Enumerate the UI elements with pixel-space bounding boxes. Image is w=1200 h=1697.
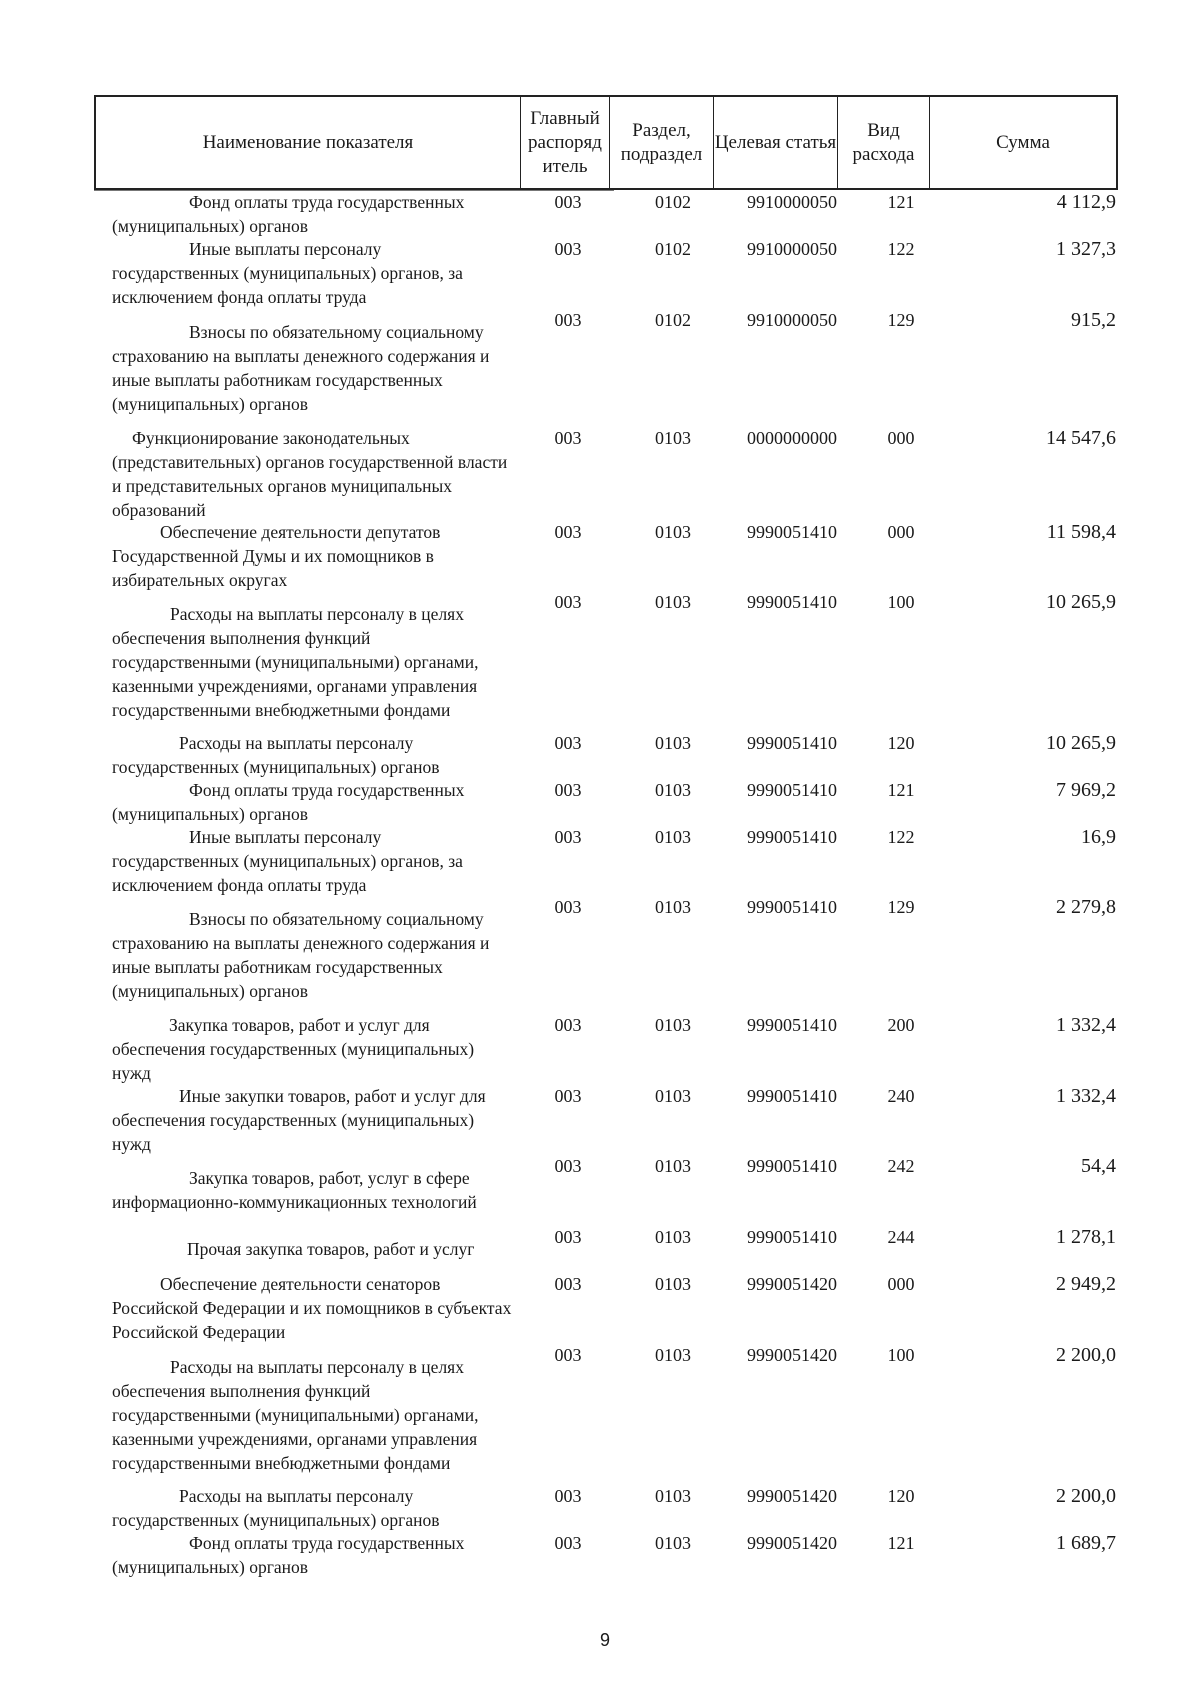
row-gl: 003 — [554, 733, 582, 753]
row-kind: 000 — [887, 522, 915, 542]
row-article: 9910000050 — [747, 310, 837, 330]
row-article: 9990051410 — [747, 1156, 837, 1176]
row-gl: 003 — [554, 1086, 582, 1106]
row-name: Фонд оплаты труда государственных (муниципальных) органов — [112, 780, 465, 824]
header-expense-kind: Вид расхода — [838, 97, 930, 188]
row-gl: 003 — [554, 1274, 582, 1294]
row-name: Закупка товаров, работ и услуг для обеспечения государственных (муниципальных) нужд — [112, 1015, 475, 1083]
row-name: Взносы по обязательному социальному страхованию на выплаты денежного содержания и иные выплаты работникам государственных (муниципальных) органов — [112, 909, 490, 1001]
row-name: Обеспечение деятельности сенаторов Российской Федерации и их помощников в субъектах Российской Федерации — [112, 1274, 512, 1342]
row-name: Закупка товаров, работ, услуг в сфере информационно-коммуникационных технологий — [112, 1168, 477, 1212]
row-gl: 003 — [554, 428, 582, 448]
page-number: 9 — [599, 1630, 610, 1650]
row-kind: 121 — [887, 192, 915, 212]
row-kind: 100 — [887, 592, 915, 612]
table-header — [94, 95, 1118, 190]
row-article: 9990051420 — [747, 1533, 837, 1553]
row-kind: 121 — [887, 1533, 915, 1553]
row-sum: 2 200,0 — [1056, 1485, 1116, 1507]
row-article: 9990051410 — [747, 1086, 837, 1106]
row-section: 0103 — [655, 1345, 691, 1365]
row-gl: 003 — [554, 897, 582, 917]
row-gl: 003 — [554, 780, 582, 800]
row-article: 0000000000 — [747, 428, 837, 448]
row-section: 0102 — [655, 239, 691, 259]
row-gl: 003 — [554, 522, 582, 542]
row-gl: 003 — [554, 1533, 582, 1553]
header-sum: Сумма — [996, 131, 1050, 153]
row-kind: 120 — [887, 733, 915, 753]
row-kind: 120 — [887, 1486, 915, 1506]
row-sum: 1 332,4 — [1056, 1014, 1116, 1036]
row-name: Функционирование законодательных (представительных) органов государственной власти и представительных органов муниципальных образований — [112, 428, 508, 520]
row-article: 9990051420 — [747, 1345, 837, 1365]
row-article: 9990051410 — [747, 592, 837, 612]
row-sum: 1 689,7 — [1056, 1532, 1116, 1554]
row-sum: 1 332,4 — [1056, 1085, 1116, 1107]
row-article: 9990051410 — [747, 1015, 837, 1035]
row-sum: 54,4 — [1081, 1155, 1116, 1177]
row-name: Расходы на выплаты персоналу государственных (муниципальных) органов — [112, 733, 440, 777]
row-section: 0103 — [655, 827, 691, 847]
row-sum: 2 949,2 — [1056, 1273, 1116, 1295]
row-section: 0103 — [655, 428, 691, 448]
row-gl: 003 — [554, 1156, 582, 1176]
row-kind: 244 — [887, 1227, 915, 1247]
row-kind: 240 — [887, 1086, 915, 1106]
row-section: 0103 — [655, 1274, 691, 1294]
row-section: 0103 — [655, 1533, 691, 1553]
header-main-manager: Главный распоряд итель — [521, 97, 610, 188]
row-article: 9990051410 — [747, 780, 837, 800]
row-sum: 1 278,1 — [1056, 1226, 1116, 1248]
row-section: 0102 — [655, 310, 691, 330]
row-name: Иные выплаты персоналу государственных (муниципальных) органов, за исключением фонда оплаты труда — [112, 239, 463, 307]
row-gl: 003 — [554, 1486, 582, 1506]
row-section: 0103 — [655, 1486, 691, 1506]
row-name: Расходы на выплаты персоналу в целях обеспечения выполнения функций государственными (муниципальными) органами, казенными учреждениями, органами управления государственными внебюджетными фондами — [112, 1357, 479, 1473]
row-article: 9910000050 — [747, 239, 837, 259]
row-section: 0103 — [655, 897, 691, 917]
row-name: Фонд оплаты труда государственных (муниципальных) органов — [112, 192, 465, 236]
row-gl: 003 — [554, 192, 582, 212]
row-kind: 000 — [887, 1274, 915, 1294]
row-article: 9990051410 — [747, 1227, 837, 1247]
row-gl: 003 — [554, 1345, 582, 1365]
row-sum: 10 265,9 — [1046, 732, 1116, 754]
row-kind: 122 — [887, 827, 915, 847]
row-name: Расходы на выплаты персоналу государственных (муниципальных) органов — [112, 1486, 440, 1530]
row-article: 9910000050 — [747, 192, 837, 212]
header-target-article: Целевая статья — [714, 97, 838, 188]
row-kind: 129 — [887, 310, 915, 330]
row-sum: 16,9 — [1081, 826, 1116, 848]
row-section: 0103 — [655, 1227, 691, 1247]
row-article: 9990051410 — [747, 733, 837, 753]
row-name: Иные выплаты персоналу государственных (муниципальных) органов, за исключением фонда оплаты труда — [112, 827, 463, 895]
row-gl: 003 — [554, 592, 582, 612]
row-sum: 915,2 — [1071, 309, 1116, 331]
row-sum: 10 265,9 — [1046, 591, 1116, 613]
row-section: 0103 — [655, 522, 691, 542]
row-section: 0103 — [655, 780, 691, 800]
row-kind: 129 — [887, 897, 915, 917]
row-gl: 003 — [554, 827, 582, 847]
row-article: 9990051410 — [747, 827, 837, 847]
row-sum: 14 547,6 — [1046, 427, 1116, 449]
row-gl: 003 — [554, 310, 582, 330]
row-article: 9990051410 — [747, 897, 837, 917]
row-section: 0102 — [655, 192, 691, 212]
row-name: Обеспечение деятельности депутатов Государственной Думы и их помощников в избирательных округах — [112, 522, 441, 590]
header-name: Наименование показателя — [96, 97, 521, 188]
row-section: 0103 — [655, 592, 691, 612]
row-sum: 2 279,8 — [1056, 896, 1116, 918]
row-article: 9990051410 — [747, 522, 837, 542]
row-kind: 122 — [887, 239, 915, 259]
row-section: 0103 — [655, 1086, 691, 1106]
row-article: 9990051420 — [747, 1486, 837, 1506]
row-name: Взносы по обязательному социальному страхованию на выплаты денежного содержания и иные выплаты работникам государственных (муниципальных) органов — [112, 322, 490, 414]
row-name: Прочая закупка товаров, работ и услуг — [187, 1239, 475, 1259]
row-section: 0103 — [655, 733, 691, 753]
row-kind: 100 — [887, 1345, 915, 1365]
row-section: 0103 — [655, 1156, 691, 1176]
header-section: Раздел, подраздел — [610, 97, 714, 188]
row-kind: 000 — [887, 428, 915, 448]
row-gl: 003 — [554, 1227, 582, 1247]
row-sum: 1 327,3 — [1056, 238, 1116, 260]
row-sum: 7 969,2 — [1056, 779, 1116, 801]
row-sum: 2 200,0 — [1056, 1344, 1116, 1366]
row-kind: 242 — [887, 1156, 915, 1176]
row-kind: 200 — [887, 1015, 915, 1035]
row-kind: 121 — [887, 780, 915, 800]
row-article: 9990051420 — [747, 1274, 837, 1294]
row-gl: 003 — [554, 239, 582, 259]
row-name: Расходы на выплаты персоналу в целях обеспечения выполнения функций государственными (муниципальными) органами, казенными учреждениями, органами управления государственными внебюджетными фондами — [112, 604, 479, 720]
row-sum: 11 598,4 — [1046, 521, 1116, 543]
row-name: Фонд оплаты труда государственных (муниципальных) органов — [112, 1533, 465, 1577]
row-gl: 003 — [554, 1015, 582, 1035]
row-sum: 4 112,9 — [1056, 191, 1116, 213]
row-name: Иные закупки товаров, работ и услуг для обеспечения государственных (муниципальных) нужд — [112, 1086, 486, 1154]
row-section: 0103 — [655, 1015, 691, 1035]
